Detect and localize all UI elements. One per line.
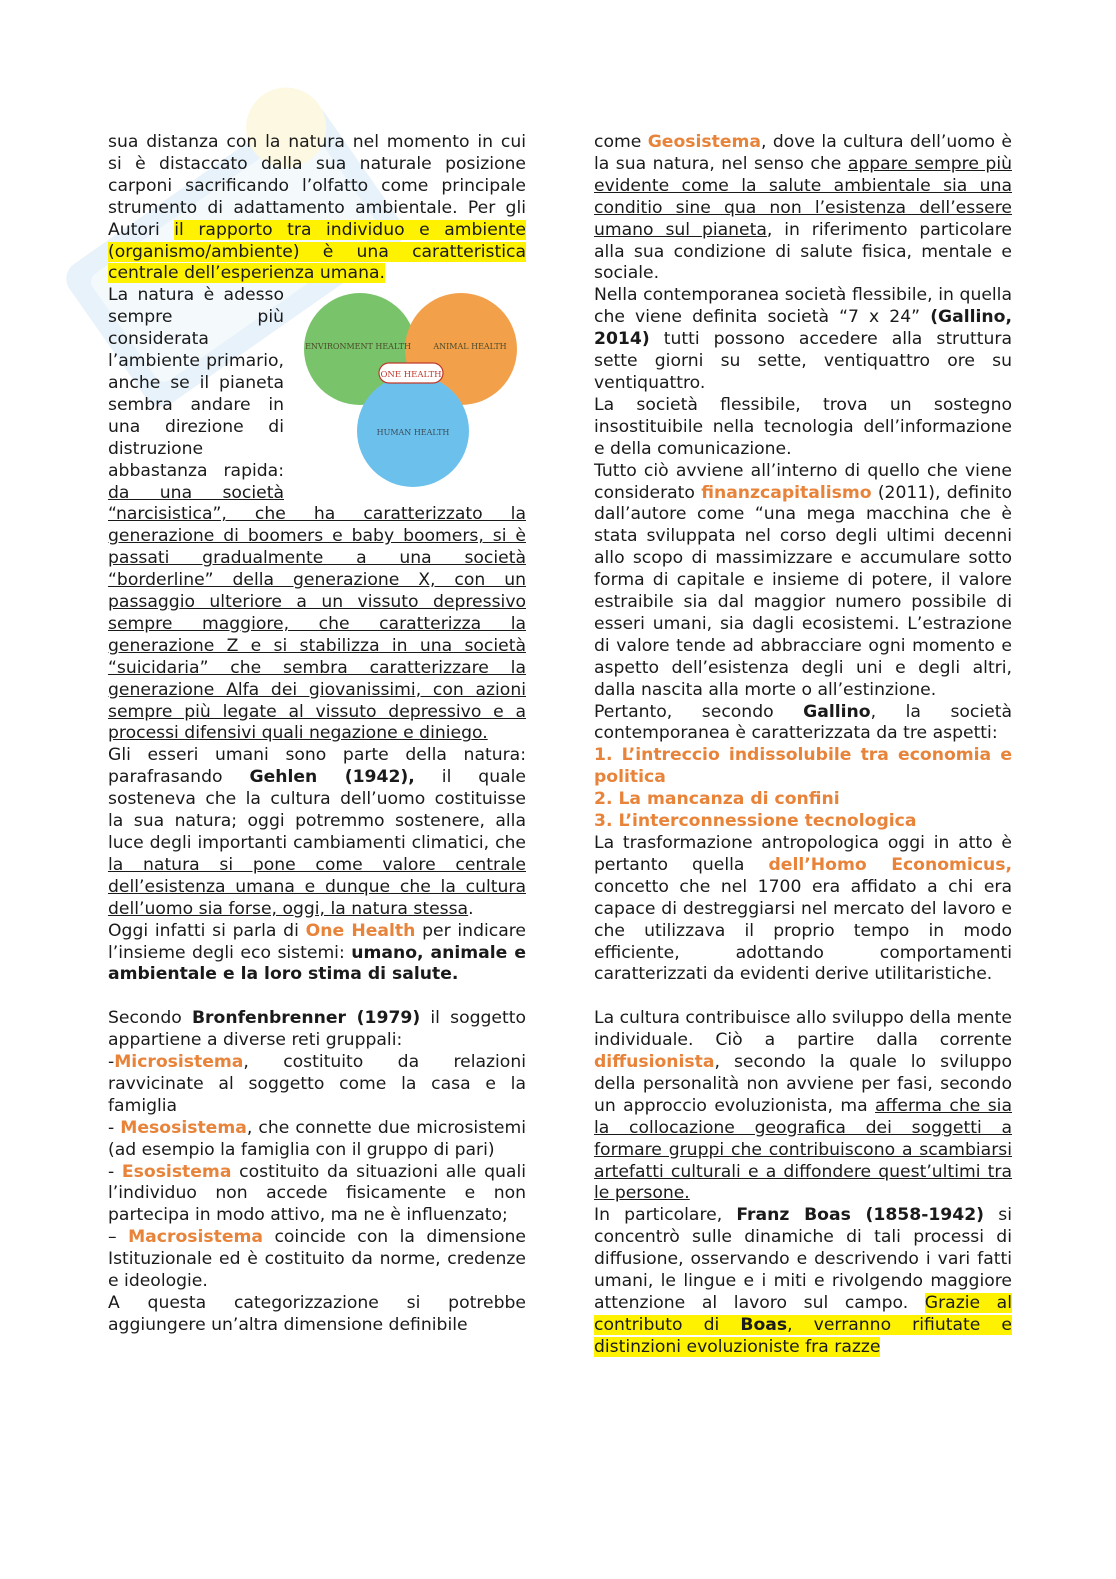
paragraph: La cultura contribuisce allo sviluppo della mente individuale. Ciò a partire dalla corrente diffusionista, secondo la quale lo sviluppo della personalità non avviene per fasi, secondo un approccio evoluzionista, ma afferma che sia la collocazione geografica dei soggetti a formare gruppi che contribuiscono a scambiarsi artefatti culturali e a diffondere quest’ultimi tra le persone.	[594, 1008, 1012, 1204]
paragraph: La trasformazione antropologica oggi in atto è pertanto quella dell’Homo Economicus, concetto che nel 1700 era affidato a chi era capace di destreggiarsi nel mercato del lavoro e che utilizzava il proprio tempo in modo efficiente, adottando comportamenti caratterizzati da evidenti derive utilitaristiche.	[594, 833, 1012, 985]
numbered-item: 2. La mancanza di confini	[594, 789, 840, 810]
paragraph: Oggi infatti si parla di One Health per indicare l’insieme degli eco sistemi: umano, animale e ambientale e la loro stima di salute.	[108, 920, 526, 985]
human-label: HUMAN HEALTH	[376, 428, 450, 438]
highlighted-text: Grazie al contributo di	[594, 1293, 1012, 1335]
right-column	[594, 132, 1012, 1359]
left-column	[108, 132, 526, 1337]
numbered-item: 1. L’intreccio indissolubile tra economia e politica	[594, 745, 1012, 788]
paragraph: Secondo Bronfenbrenner (1979) il soggetto appartiene a diverse reti gruppali:	[108, 1008, 526, 1051]
paragraph: Tutto ciò avviene all’interno di quello che viene considerato finanzcapitalismo (2011), definito dall’autore come “una mega macchina che è stata sviluppata nel corso degli ultimi decenni allo scopo di massimizzare e accumulare sotto forma di capitale e insieme di potere, il valore estraibile sia dal maggior numero possibile di esseri umani, sia dagli ecosistemi. L’estrazione di valore tende ad abbracciare ogni momento e aspetto dell’esistenza degli uni e degli altri, dalla nascita alla morte o all’estinzione.	[594, 460, 1012, 700]
paragraph: In particolare, Franz Boas (1858-1942) si concentrò sulle dinamiche di tali processi di diffusione, osservando e descrivendo i vari fatti umani, le lingue e i miti e rivolgendo maggiore attenzione al lavoro sul campo. Grazie al contributo di Boas, verranno rifiutate e distinzioni evoluzioniste fra razze	[594, 1205, 1012, 1357]
list-item: - Mesosistema, che connette due microsistemi (ad esempio la famiglia con il gruppo di pari)	[108, 1117, 526, 1160]
highlighted-text: il rapporto tra individuo e ambiente (organismo/ambiente) è una caratteristica centrale dell’esperienza umana.	[108, 219, 526, 284]
one-health-venn-diagram	[296, 291, 526, 491]
keyword: Mesosistema	[120, 1117, 247, 1138]
paragraph: La società flessibile, trova un sostegno insostituibile nella tecnologia dell’informazione e della comunicazione.	[594, 394, 1012, 459]
environment-label: ENVIRONMENT HEALTH	[305, 342, 411, 352]
paragraph: Nella contemporanea società flessibile, in quella che viene definita società “7 x 24” (Gallino, 2014) tutti possono accedere alla struttura sette giorni su sette, ventiquattro ore su ventiquattro.	[594, 285, 1012, 393]
paragraph: Pertanto, secondo Gallino, la società contemporanea è caratterizzata da tre aspetti:	[594, 701, 1012, 744]
animal-label: ANIMAL HEALTH	[433, 342, 507, 352]
keyword: One Health	[305, 920, 416, 941]
keyword: Macrosistema	[128, 1227, 263, 1248]
underlined-text: la natura si pone come valore centrale dell’esistenza umana e dunque che la cultura dell’uomo sia forse, oggi, la natura stessa	[108, 854, 526, 919]
keyword: diffusionista	[594, 1052, 715, 1073]
keyword: Esosistema	[121, 1161, 232, 1182]
keyword: Microsistema	[114, 1052, 244, 1073]
numbered-item: 3. L’interconnessione tecnologica	[594, 811, 917, 832]
list-item: - Esosistema costituito da situazioni alle quali l’individuo non accede fisicamente e non partecipa in modo attivo, ma ne è influenzato;	[108, 1161, 526, 1226]
underlined-text: da una società “narcisistica”, che ha caratterizzato la generazione di boomers e baby boomers, si è passati gradualmente a una società “borderline” della generazione X, con un passaggio ulteriore a un vissuto depressivo sempre maggiore, che caratterizza la generazione Z e si stabilizza in una società “suicidaria” che sembra caratterizzare la generazione Alfa dei giovanissimi, con azioni sempre più legate al vissuto depressivo e a processi difensivi quali negazione e diniego.	[108, 482, 526, 744]
underlined-text: appare sempre più evidente come la salute ambientale sia una conditio sine qua non l’esistenza dell’essere umano sul pianeta	[594, 153, 1012, 240]
highlighted-text: , verranno rifiutate e distinzioni evoluzioniste fra razze	[594, 1314, 1012, 1357]
keyword: finanzcapitalismo	[701, 482, 872, 503]
paragraph: sua distanza con la natura nel momento in cui si è distaccato dalla sua naturale posizione carponi sacrificando l’olfatto come principale strumento di adattamento ambientale. Per gli Autori il rapporto tra individuo e ambiente (organismo/ambiente) è una caratteristica centrale dell’esperienza umana.	[108, 132, 526, 284]
one-health-label: ONE HEALTH	[380, 370, 442, 381]
list-item: -Microsistema, costituito da relazioni ravvicinate al soggetto come la casa e la famiglia	[108, 1052, 526, 1116]
paragraph: come Geosistema, dove la cultura dell’uomo è la sua natura, nel senso che appare sempre più evidente come la salute ambientale sia una conditio sine qua non l’esistenza dell’essere umano sul pianeta, in riferimento particolare alla sua condizione di salute fisica, mentale e sociale.	[594, 132, 1012, 284]
keyword: dell’Homo Economicus,	[768, 854, 1012, 875]
paragraph: ENVIRONMENT HEALTH ANIMAL HEALTH HUMAN HEALTH ONE HEALTH La natura è adesso sempre più considerata l’ambiente primario, anche se il pianeta sembra andare in una direzione di distruzione abbastanza rapida: da una società “narcisistica”, che ha caratterizzato la generazione di boomers e baby boomers, si è passati gradualmente a una società “borderline” della generazione X, con un passaggio ulteriore a un vissuto depressivo sempre maggiore, che caratterizza la generazione Z e si stabilizza in una società “suicidaria” che sembra caratterizzare la generazione Alfa dei giovanissimi, con azioni sempre più legate al vissuto depressivo e a processi difensivi quali negazione e diniego.	[108, 285, 526, 744]
paragraph: Gli esseri umani sono parte della natura: parafrasando Gehlen (1942), il quale sosteneva che la cultura dell’uomo costituisse la sua natura; oggi potremmo sostenere, alla luce degli importanti cambiamenti climatici, che la natura si pone come valore centrale dell’esistenza umana e dunque che la cultura dell’uomo sia forse, oggi, la natura stessa.	[108, 745, 526, 919]
paragraph: A questa categorizzazione si potrebbe aggiungere un’altra dimensione definibile	[108, 1293, 526, 1335]
list-item: – Macrosistema coincide con la dimensione Istituzionale ed è costituito da norme, credenze e ideologie.	[108, 1227, 526, 1292]
highlighted-text: Boas	[740, 1314, 788, 1335]
keyword: Geosistema	[647, 132, 761, 152]
underlined-text: afferma che sia la collocazione geografica dei soggetti a formare gruppi che contribuiscono a scambiarsi artefatti culturali e a diffondere quest’ultimi tra le persone.	[594, 1095, 1012, 1204]
